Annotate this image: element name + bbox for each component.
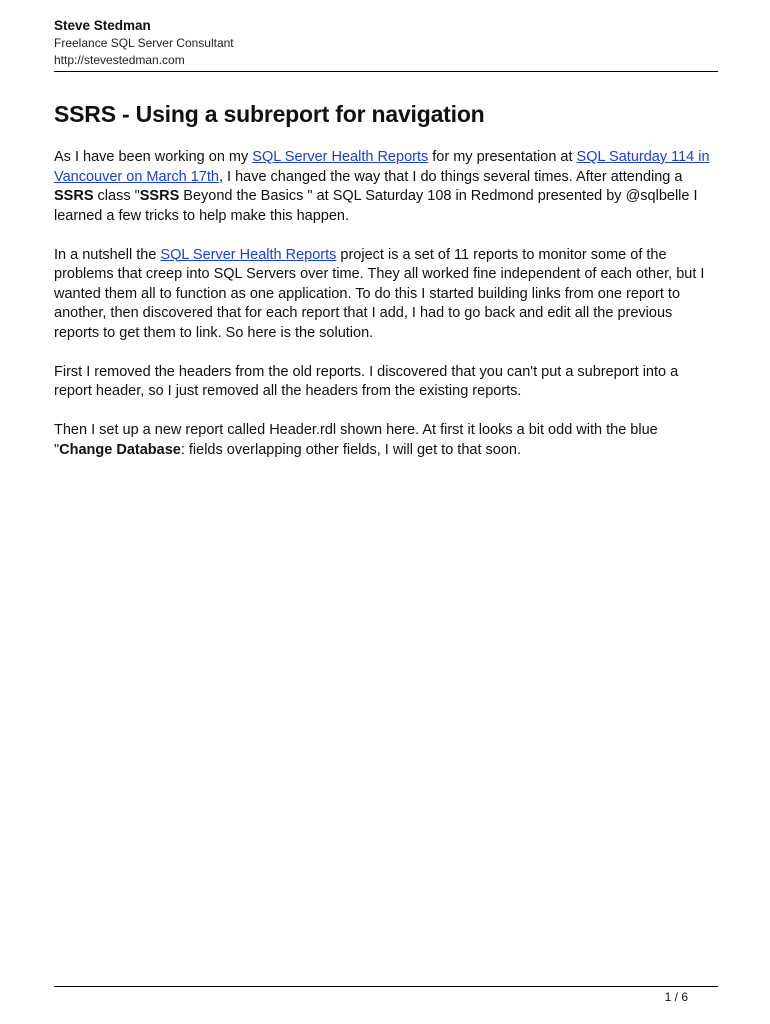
p3-text-1: First I removed the headers from the old reports. I discovered that you can't put a subreport into a report header, so I just removed all the headers from the existing reports.	[54, 363, 679, 399]
p4-text-1: Then I set up a new report called Header.rdl shown here. At first it looks a bit odd with the blue "	[54, 422, 658, 458]
p4-text-2: : fields overlapping other fields, I will get to that soon.	[180, 441, 521, 458]
p2-text-2: project is a set of 11 reports to monitor some of the problems that creep into SQL Servers over time. They all worked fine independent of each other, but I wanted them all to function as one application. To do this I started building links from one report to another, then discovered that for each report that I add, I had to go back and edit all the previous reports to get them to link. So here is the solution.	[54, 246, 705, 341]
p1-text-3: , I have changed the way that I do things several times. After attending a	[218, 168, 683, 185]
paragraph-1	[54, 148, 718, 226]
author-name: Steve Stedman	[54, 18, 151, 33]
sql-saturday-link[interactable]: SQL Saturday 114 in Vancouver on March 17th	[54, 149, 710, 185]
author-site: http://stevestedman.com	[54, 53, 185, 67]
p1-text-4: class "	[93, 188, 140, 204]
article-body	[54, 148, 718, 480]
paragraph-2	[54, 246, 718, 344]
page-title: SSRS - Using a subreport for navigation	[54, 101, 485, 127]
paragraph-4	[54, 421, 718, 460]
sql-health-reports-link-2[interactable]: SQL Server Health Reports	[160, 246, 337, 263]
p1-text-1: As I have been working on my	[54, 149, 253, 165]
p1-text-5: Beyond the Basics " at SQL Saturday 108 in Redmond presented by @sqlbelle I learned a few tricks to help make this happen.	[54, 188, 698, 224]
p4-bold-change-database: Change Database	[59, 441, 181, 458]
p1-bold-ssrs-2: SSRS	[139, 188, 180, 204]
footer-divider	[54, 986, 718, 987]
paragraph-3	[54, 363, 718, 402]
document-header	[54, 17, 718, 69]
p1-text-2: for my presentation at	[428, 149, 577, 165]
header-divider	[54, 71, 718, 72]
page-number: 1 / 6	[664, 990, 688, 1004]
author-subtitle: Freelance SQL Server Consultant	[54, 36, 234, 50]
p2-text-1: In a nutshell the	[54, 246, 161, 263]
p1-bold-ssrs: SSRS	[54, 188, 94, 204]
sql-health-reports-link[interactable]: SQL Server Health Reports	[252, 149, 429, 165]
